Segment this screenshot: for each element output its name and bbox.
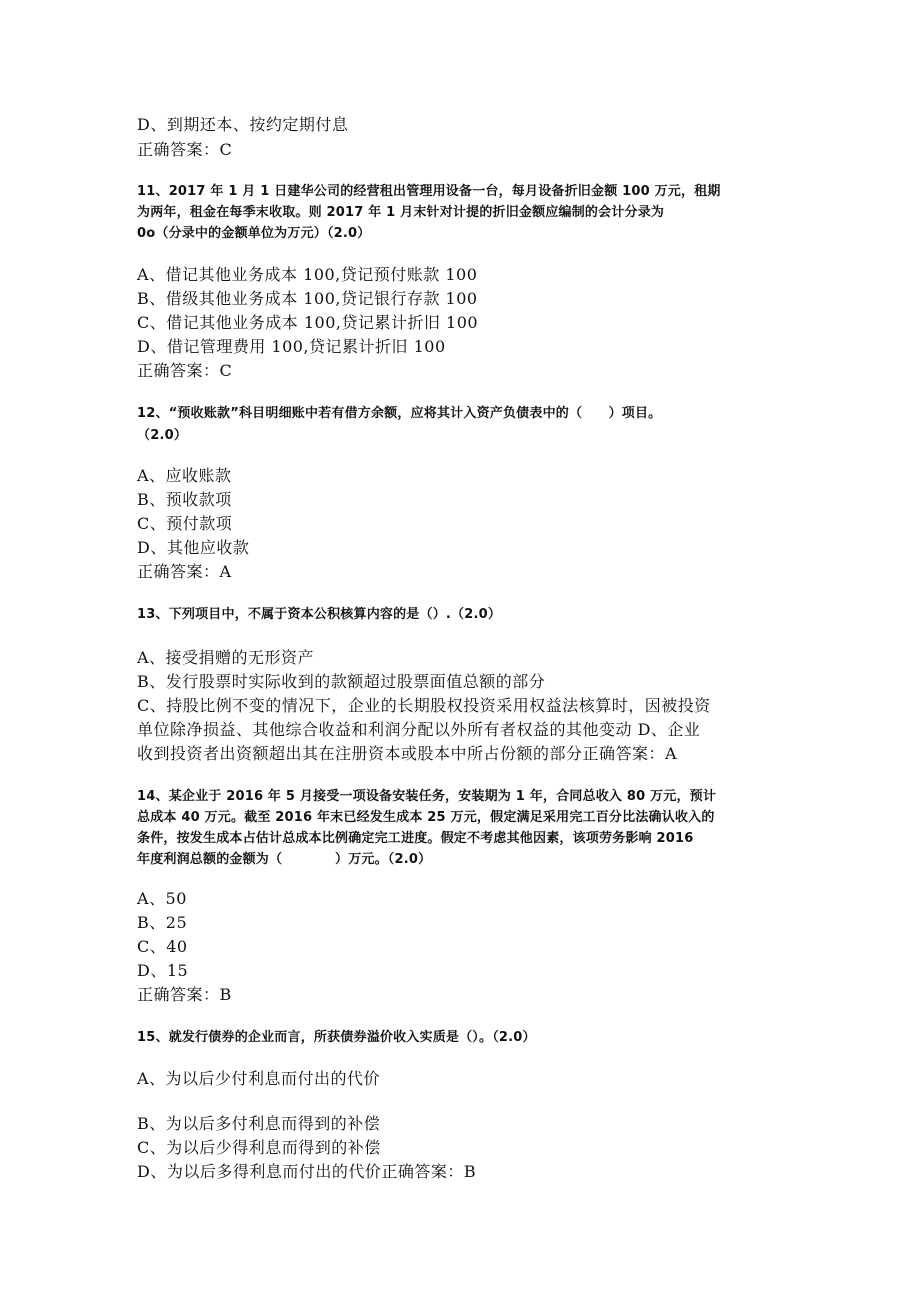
q13-option-b: B、发行股票时实际收到的款额超过股票面值总额的部分 (137, 672, 546, 691)
prev-answer: 正确答案：C (137, 140, 233, 159)
prev-option-d: D、到期还本、按约定期付息 (137, 115, 349, 134)
q11-stem-line-3: 0o（分录中的金额单位为万元）（2.0） (137, 226, 371, 241)
q11-option-b: B、借级其他业务成本 100,贷记银行存款 100 (137, 289, 478, 308)
q12-option-b: B、预收款项 (137, 490, 232, 509)
q14-stem-line-4: 年度利润总额的金额为（ ）万元。（2.0） (137, 852, 432, 867)
q13-stem-line-1: 13、下列项目中，不属于资本公积核算内容的是（）.（2.0） (137, 607, 502, 622)
q12-option-a: A、应收账款 (137, 466, 232, 485)
q15-option-b: B、为以后多付利息而得到的补偿 (137, 1114, 381, 1133)
q14-stem-line-2: 总成本 40 万元。截至 2016 年末已经发生成本 25 万元，假定满足采用完工百分比法确认收入的 (137, 810, 715, 825)
q11-option-c: C、借记其他业务成本 100,贷记累计折旧 100 (137, 313, 479, 332)
q12-option-c: C、预付款项 (137, 514, 233, 533)
q14-option-b: B、25 (137, 913, 188, 932)
q14-stem-line-3: 条件，按发生成本占估计总成本比例确定完工进度。假定不考虑其他因素，该项劳务影响 2016 (137, 831, 694, 846)
q11-stem-line-2: 为两年，租金在每季末收取。则 2017 年 1 月末针对计提的折旧金额应编制的会计分录为 (137, 205, 665, 220)
q15-option-c: C、为以后少得利息而得到的补偿 (137, 1138, 381, 1157)
q13-option-c-line-1: C、持股比例不变的情况下，企业的长期股权投资采用权益法核算时，因被投资 (137, 696, 711, 715)
q14-option-c: C、40 (137, 937, 188, 956)
q13-option-a: A、接受捐赠的无形资产 (137, 648, 315, 667)
q12-answer: 正确答案：A (137, 562, 232, 581)
q15-option-a: A、为以后少付利息而付出的代价 (137, 1069, 381, 1088)
q15-stem-line-1: 15、就发行债券的企业而言，所获债券溢价收入实质是（）。（2.0） (137, 1030, 536, 1045)
q11-option-d: D、借记管理费用 100,贷记累计折旧 100 (137, 337, 446, 356)
q14-option-a: A、50 (137, 889, 187, 908)
q15-option-d-and-answer: D、为以后多得利息而付出的代价正确答案：B (137, 1162, 477, 1181)
q12-stem-line-1: 12、“预收账款”科目明细账中若有借方余额，应将其计入资产负债表中的（ ）项目。 (137, 406, 662, 421)
q14-option-d: D、15 (137, 961, 189, 980)
q13-option-d-and-answer: 收到投资者出资额超出其在注册资本或股本中所占份额的部分正确答案：A (137, 744, 678, 763)
q12-option-d: D、其他应收款 (137, 538, 250, 557)
q11-answer: 正确答案：C (137, 361, 233, 380)
q11-stem-line-1: 11、2017 年 1 月 1 日建华公司的经营租出管理用设备一台，每月设备折旧金额 100 万元，租期 (137, 184, 721, 199)
q12-stem-line-2: （2.0） (137, 428, 188, 443)
q14-answer: 正确答案：B (137, 985, 232, 1004)
q14-stem-line-1: 14、某企业于 2016 年 5 月接受一项设备安装任务，安装期为 1 年，合同总收入 80 万元，预计 (137, 789, 717, 804)
q11-option-a: A、借记其他业务成本 100,贷记预付账款 100 (137, 265, 478, 284)
q13-option-c-line-2: 单位除净损益、其他综合收益和利润分配以外所有者权益的其他变动 D、企业 (137, 720, 701, 739)
